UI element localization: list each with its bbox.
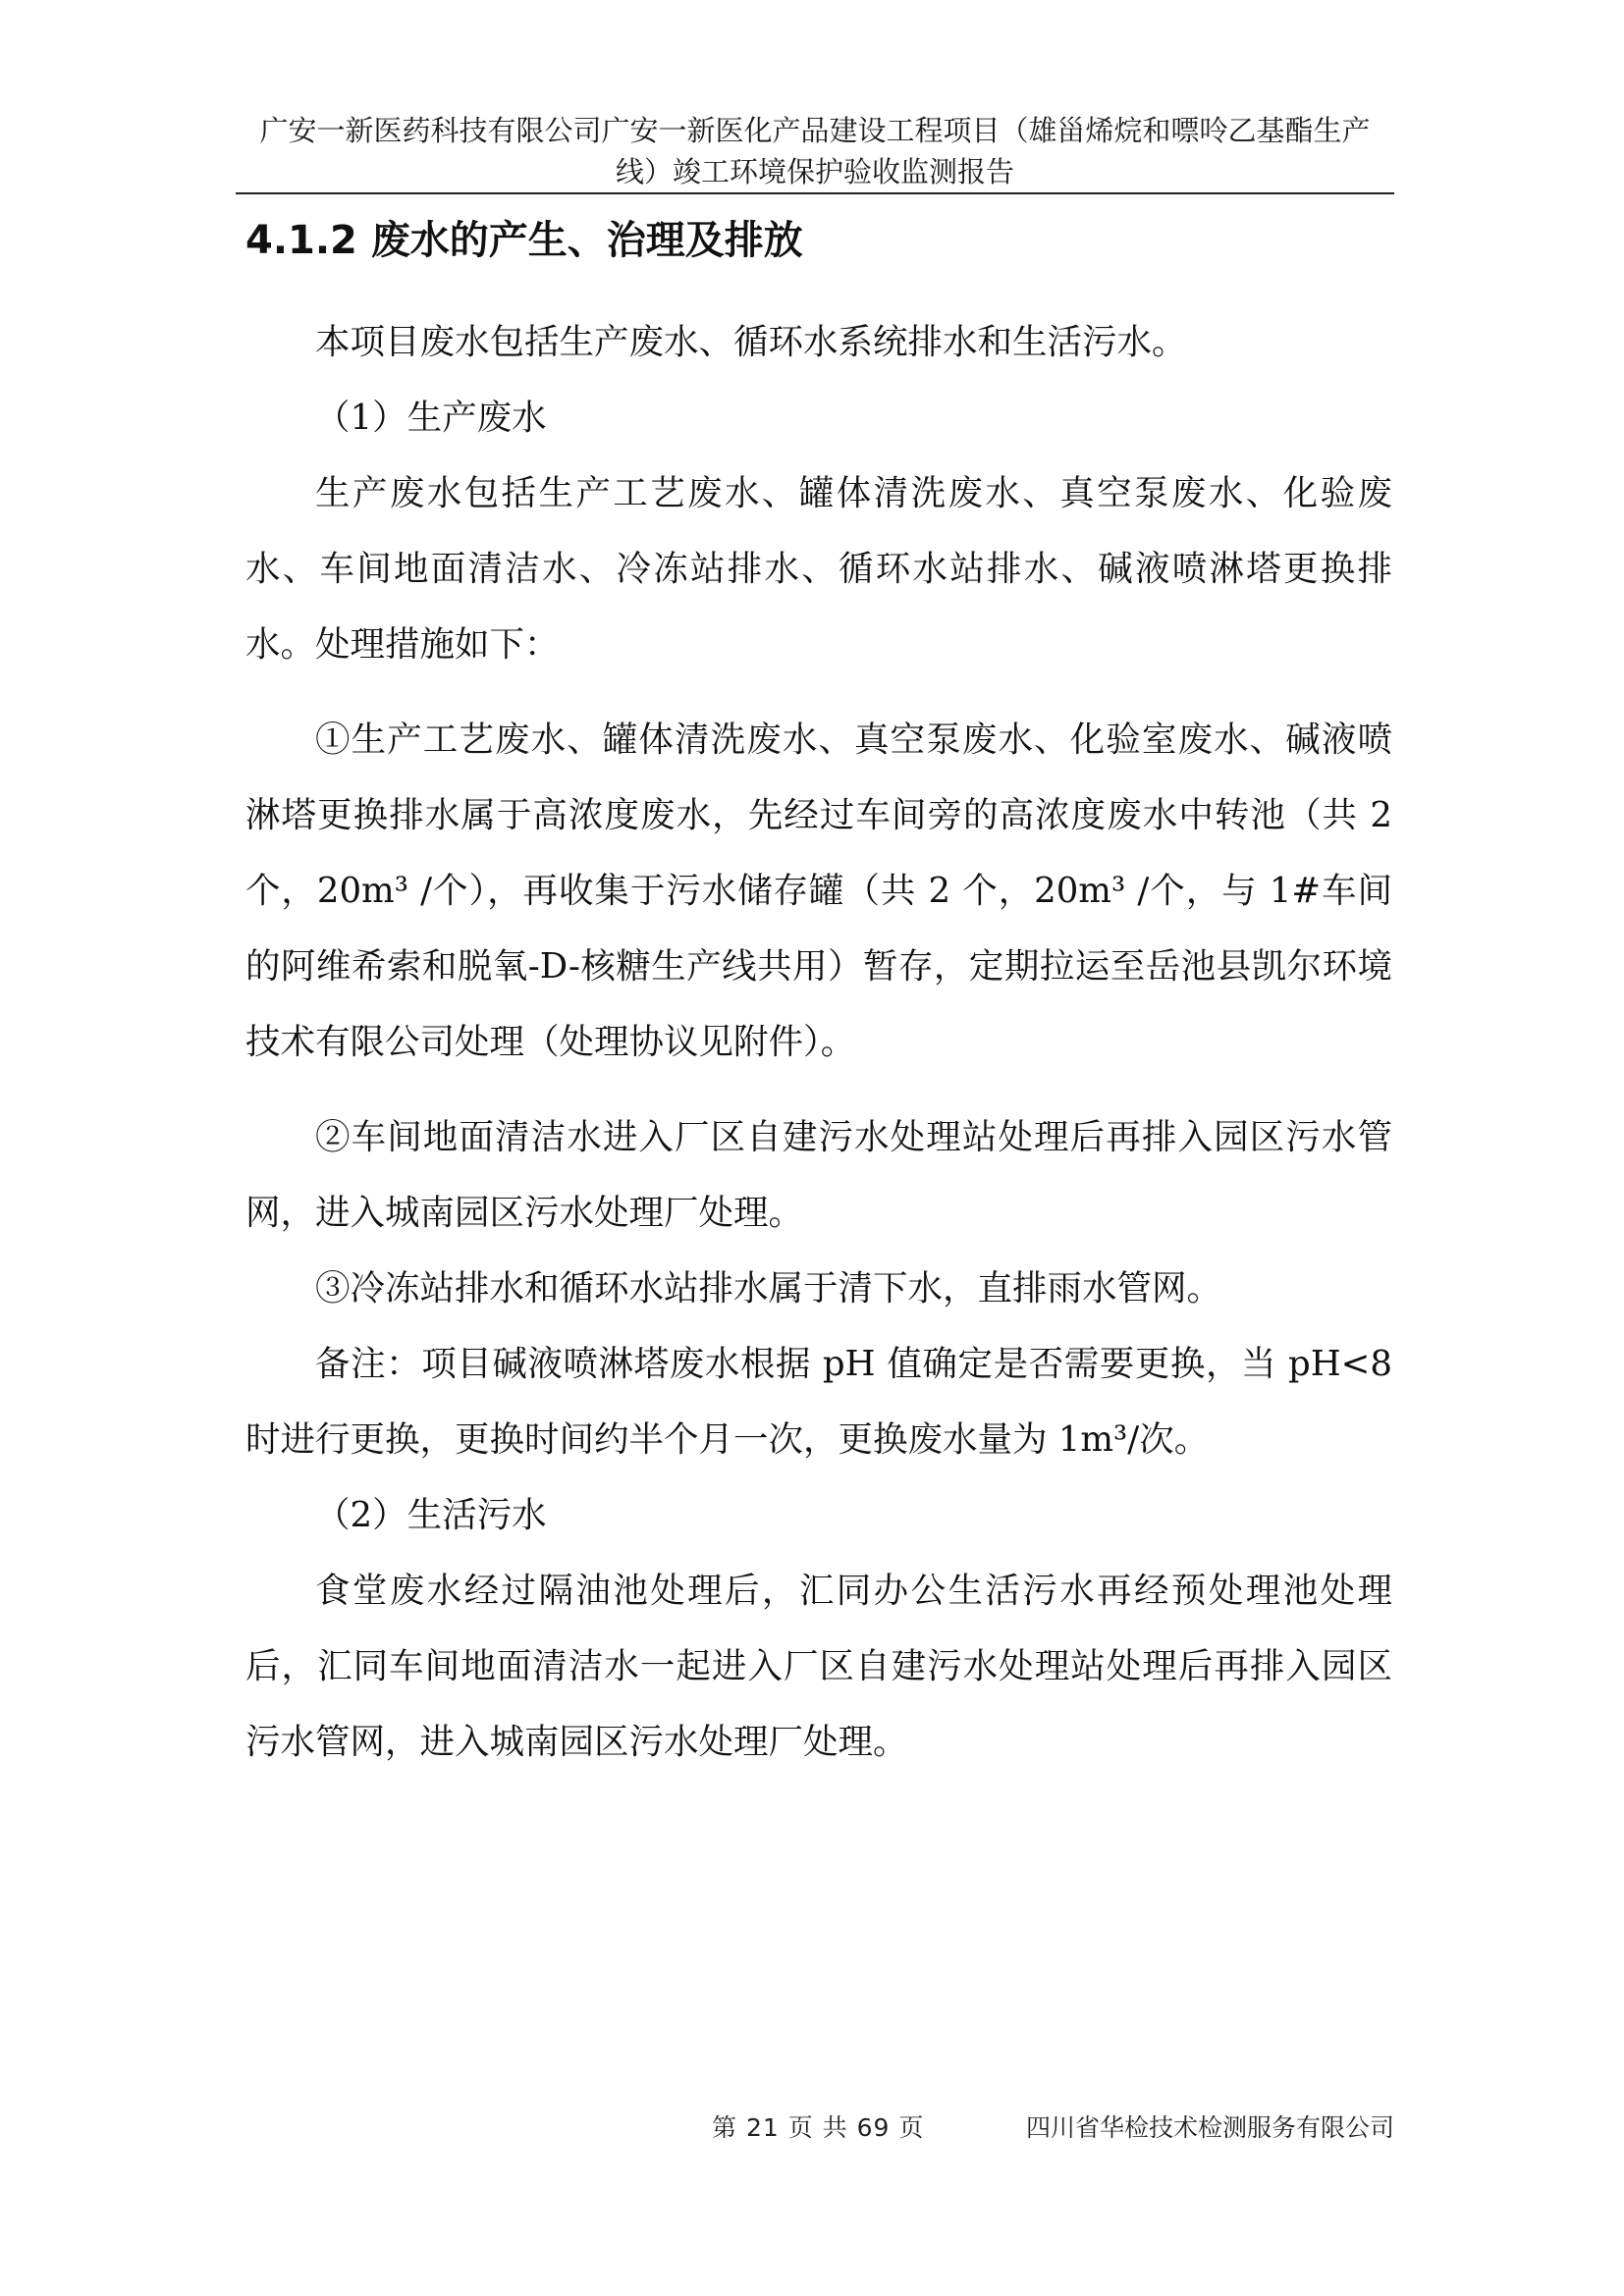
page-number: 第 21 页 共 69 页 [712, 2113, 925, 2142]
section-heading: 4.1.2 废水的产生、治理及排放 [245, 218, 803, 263]
footer-organization: 四川省华检技术检测服务有限公司 [1026, 2113, 1395, 2142]
paragraph-item-3: ③冷冻站排水和循环水站排水属于清下水，直排雨水管网。 [315, 1268, 1222, 1308]
paragraph-intro: 本项目废水包括生产废水、循环水系统排水和生活污水。 [315, 322, 1187, 362]
paragraph-item-2: ②车间地面清洁水进入厂区自建污水处理站处理后再排入园区污水管网，进入城南园区污水处理厂处理。 [245, 1117, 1392, 1233]
paragraph-item-1: ①生产工艺废水、罐体清洗废水、真空泵废水、化验室废水、碱液喷淋塔更换排水属于高浓度废水，先经过车间旁的高浓度废水中转池（共 2 个，20m³ /个），再收集于污水储存罐（共 2 个，20m³ /个，与 1#车间的阿维希索和脱氧-D-核糖生产线共用）暂存，定期拉运至岳池县凯尔环境技术有限公司处理（处理协议见附件）。 [245, 720, 1392, 1062]
header-title-line-2: 线）竣工环境保护验收监测报告 [615, 155, 1014, 188]
subheading-domestic-sewage: （2）生活污水 [315, 1495, 547, 1535]
paragraph-production-wastewater: 生产废水包括生产工艺废水、罐体清洗废水、真空泵废水、化验废水、车间地面清洁水、冷冻站排水、循环水站排水、碱液喷淋塔更换排水。处理措施如下： [245, 473, 1392, 665]
paragraph-domestic-sewage: 食堂废水经过隔油池处理后，汇同办公生活污水再经预处理池处理后，汇同车间地面清洁水一起进入厂区自建污水处理站处理后再排入园区污水管网，进入城南园区污水处理厂处理。 [245, 1571, 1392, 1762]
header-divider [236, 192, 1394, 194]
body-content [245, 304, 1392, 1780]
header-title-line-1: 广安一新医药科技有限公司广安一新医化产品建设工程项目（雄甾烯烷和嘌呤乙基酯生产 [259, 114, 1371, 147]
subheading-production-wastewater: （1）生产废水 [315, 398, 547, 438]
page-header [236, 110, 1394, 192]
paragraph-note: 备注：项目碱液喷淋塔废水根据 pH 值确定是否需要更换，当 pH<8 时进行更换，更换时间约半个月一次，更换废水量为 1m³/次。 [245, 1344, 1392, 1460]
